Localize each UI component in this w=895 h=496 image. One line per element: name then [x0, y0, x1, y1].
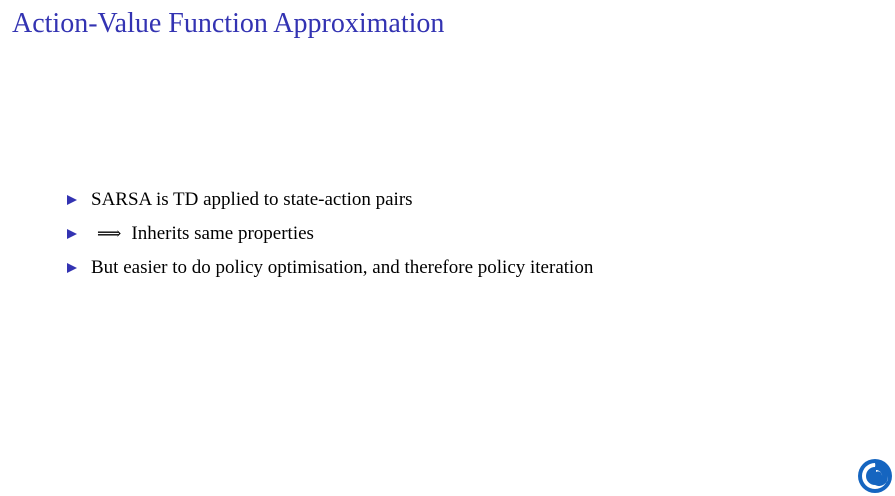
triangle-bullet-icon — [67, 263, 77, 273]
bullet-text: But easier to do policy optimisation, and therefore policy iteration — [91, 257, 594, 278]
triangle-bullet-icon — [67, 229, 77, 239]
bullet-text — [91, 221, 314, 247]
bullet-text: SARSA is TD applied to state-action pairs — [91, 189, 413, 210]
slide-title: Action-Value Function Approximation — [12, 8, 445, 39]
implies-symbol: ⟹ — [97, 224, 122, 244]
bullet-text-content: Inherits same properties — [131, 223, 314, 244]
deepmind-logo-icon — [857, 458, 893, 494]
triangle-bullet-icon — [67, 195, 77, 205]
